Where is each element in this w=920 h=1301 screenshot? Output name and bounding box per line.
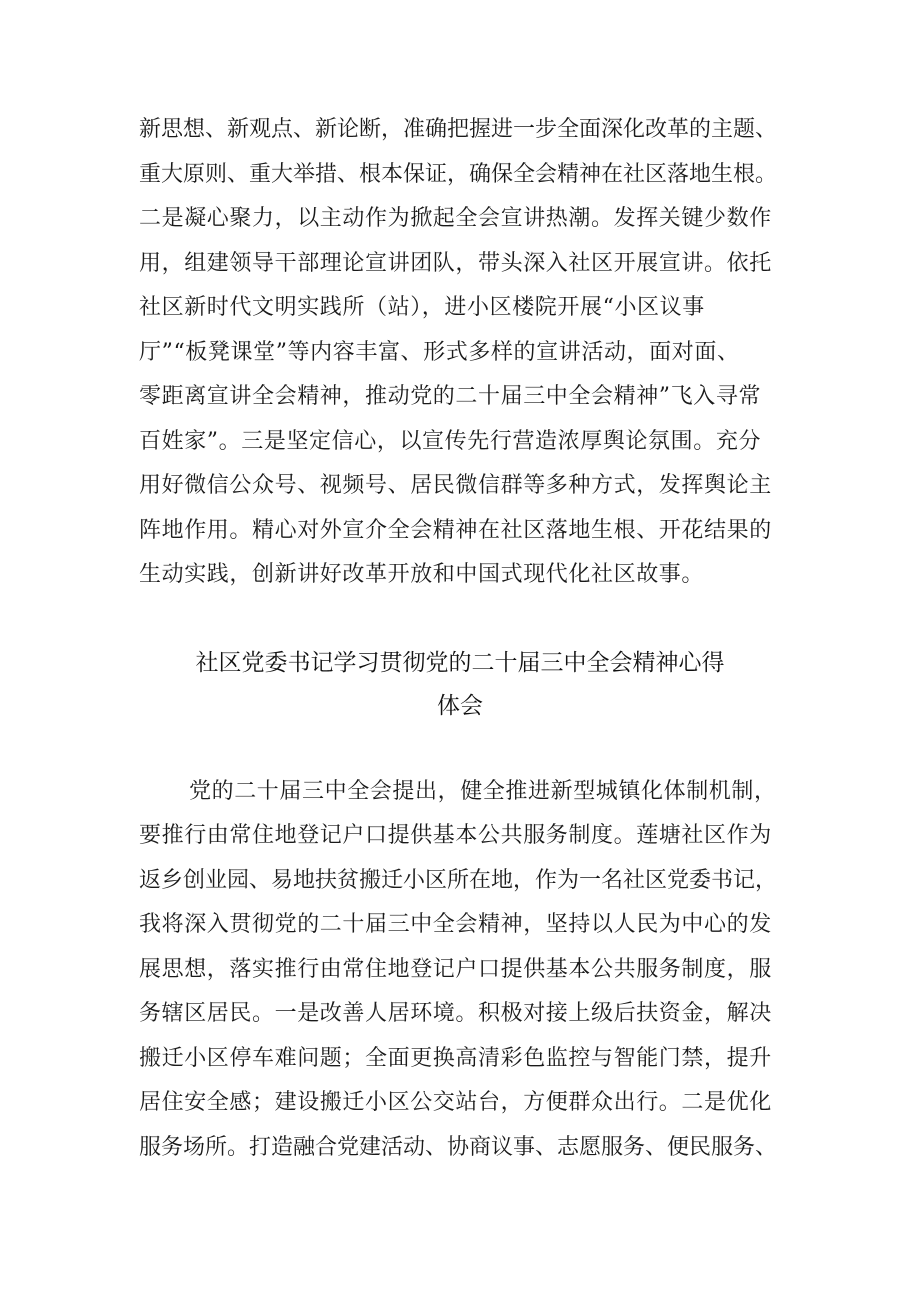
paragraph-line: 党的二十届三中全会提出，健全推进新型城镇化体制机制， [189,779,777,804]
paragraph-line: 生动实践，创新讲好改革开放和中国式现代化社区故事。 [139,562,705,587]
paragraph-line: 服务场所。打造融合党建活动、协商议事、志愿服务、便民服务、 [139,1135,778,1160]
paragraph-line: 用，组建领导干部理论宣讲团队，带头深入社区开展宣讲。依托 [139,251,772,276]
paragraph-line: 居住安全感；建设搬迁小区公交站台，方便群众出行。二是优化 [139,1090,772,1115]
paragraph-line: 百姓家”。三是坚定信心，以宣传先行营造浓厚舆论氛围。充分 [139,429,762,454]
paragraph-line: 新思想、新观点、新论断，准确把握进一步全面深化改革的主题、 [139,117,778,142]
paragraph-line: 展思想，落实推行由常住地登记户口提供基本公共服务制度，服 [139,957,772,982]
paragraph-line: 二是凝心聚力，以主动作为掀起全会宣讲热潮。发挥关键少数作 [139,206,772,231]
section-title-line: 体会 [437,693,483,719]
paragraph-line: 务辖区居民。一是改善人居环境。积极对接上级后扶资金，解决 [139,1001,772,1026]
paragraph-line: 用好微信公众号、视频号、居民微信群等多种方式，发挥舆论主 [139,473,772,498]
paragraph-line: 厅”“板凳课堂”等内容丰富、形式多样的宣讲活动，面对面、 [139,340,740,365]
paragraph-line: 搬迁小区停车难问题；全面更换高清彩色监控与智能门禁，提升 [139,1046,772,1071]
paragraph-line: 阵地作用。精心对外宣介全会精神在社区落地生根、开花结果的 [139,518,772,543]
paragraph-line: 要推行由常住地登记户口提供基本公共服务制度。莲塘社区作为 [139,823,772,848]
section-title-line: 社区党委书记学习贯彻党的二十届三中全会精神心得 [195,650,725,676]
paragraph-line: 重大原则、重大举措、根本保证，确保全会精神在社区落地生根。 [139,162,778,187]
paragraph-line: 社区新时代文明实践所（站），进小区楼院开展“小区议事 [139,295,705,320]
paragraph-line: 返乡创业园、易地扶贫搬迁小区所在地，作为一名社区党委书记， [139,868,778,893]
paragraph-line: 零距离宣讲全会精神，推动党的二十届三中全会精神”飞入寻常 [139,384,762,409]
paragraph-line: 我将深入贯彻党的二十届三中全会精神，坚持以人民为中心的发 [139,912,772,937]
